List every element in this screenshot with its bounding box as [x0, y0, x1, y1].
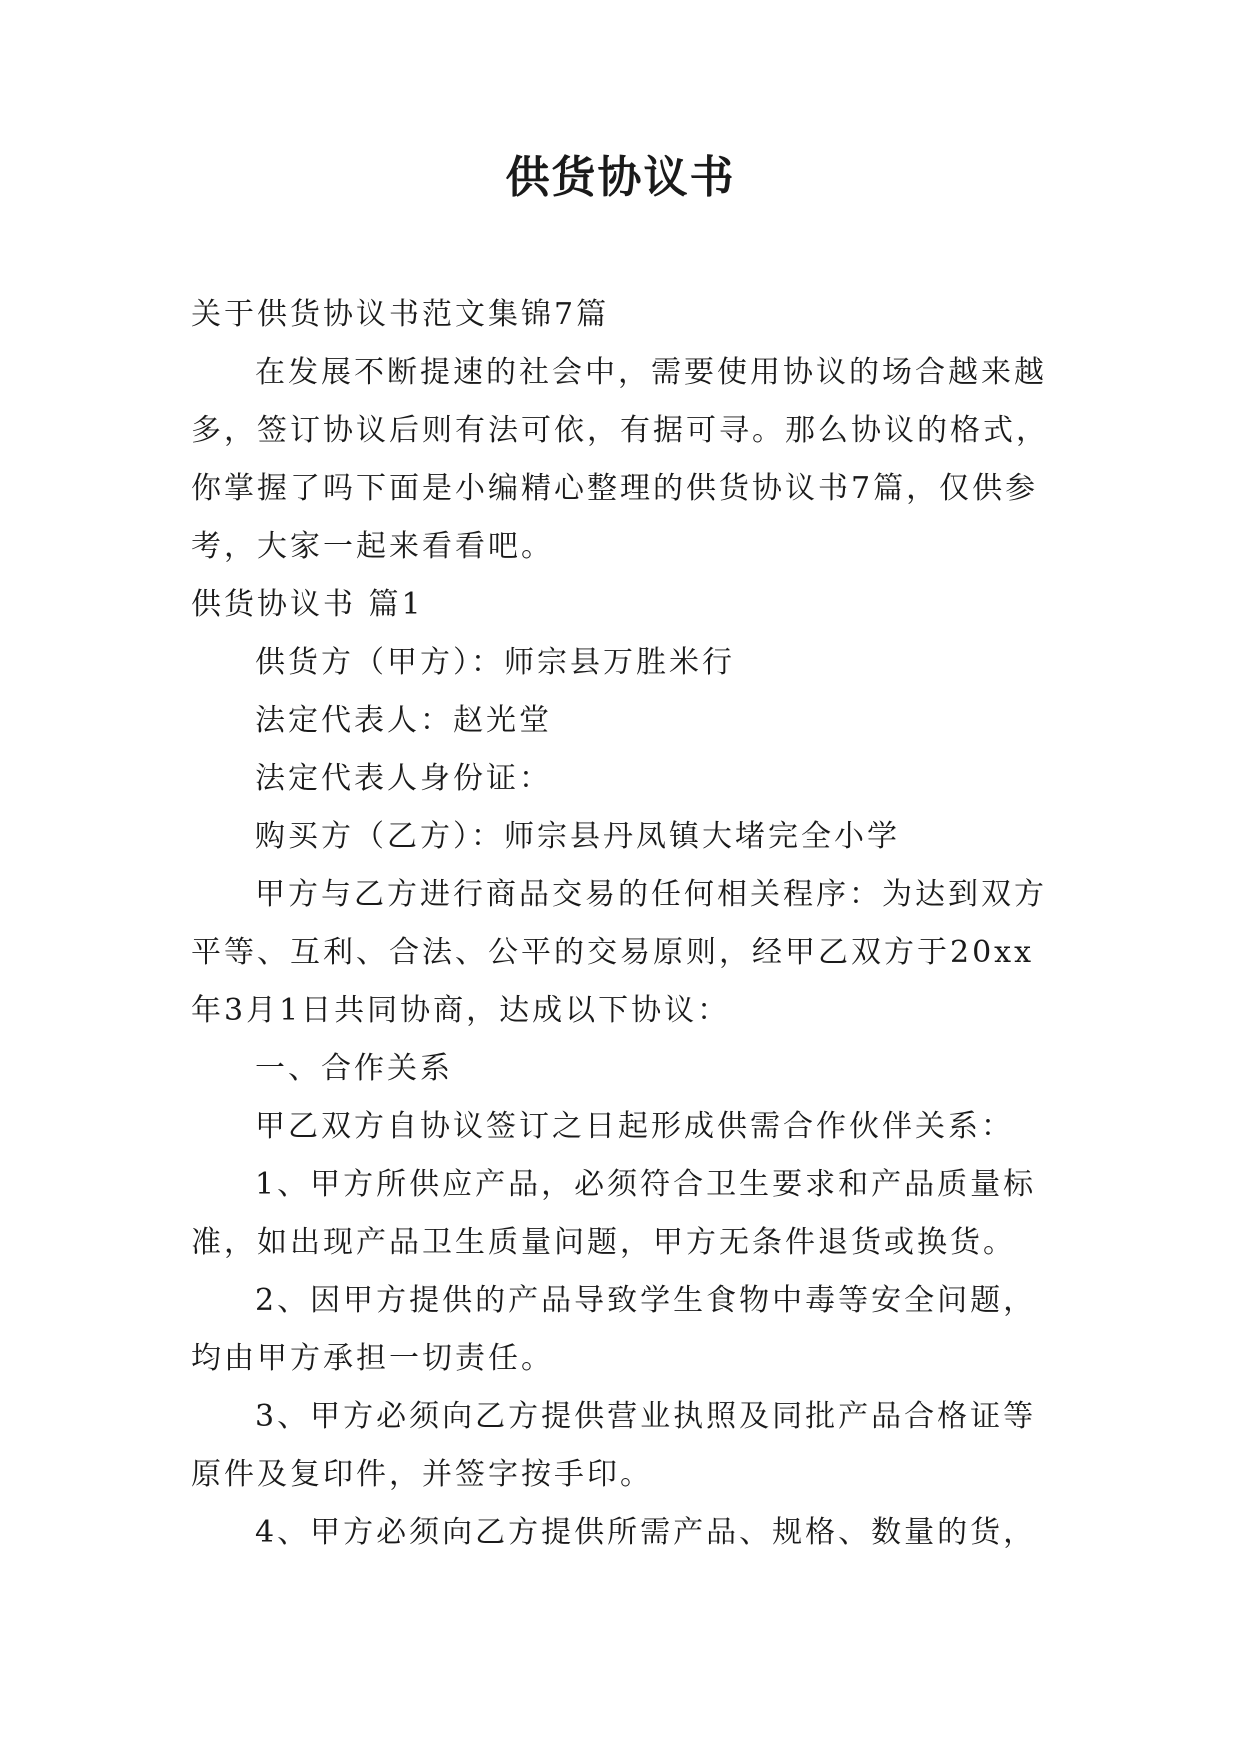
document-body: [191, 286, 1051, 1562]
text-line: 准，如出现产品卫生质量问题，甲方无条件退货或换货。: [191, 1225, 1016, 1260]
text-line: 法定代表人：赵光堂: [255, 703, 552, 738]
text-line: 均由甲方承担一切责任。: [191, 1341, 554, 1376]
page-title: 供货协议书: [505, 152, 736, 203]
text-line: 4、甲方必须向乙方提供所需产品、规格、数量的货，: [255, 1515, 1037, 1550]
text-line: 年3月1日共同协商，达成以下协议：: [191, 993, 731, 1028]
text-line: 2、因甲方提供的产品导致学生食物中毒等安全问题，: [255, 1283, 1037, 1318]
text-line: 1、甲方所供应产品，必须符合卫生要求和产品质量标: [255, 1167, 1037, 1202]
text-line: 供货协议书 篇1: [191, 587, 424, 622]
text-line: 一、合作关系: [255, 1051, 453, 1086]
text-line: 多，签订协议后则有法可依，有据可寻。那么协议的格式，: [191, 413, 1049, 448]
text-line: 3、甲方必须向乙方提供营业执照及同批产品合格证等: [255, 1399, 1037, 1434]
text-line: 在发展不断提速的社会中，需要使用协议的场合越来越: [255, 355, 1047, 390]
text-line: 供货方（甲方）：师宗县万胜米行: [255, 645, 735, 680]
text-line: 原件及复印件，并签字按手印。: [191, 1457, 653, 1492]
text-line: 甲乙双方自协议签订之日起形成供需合作伙伴关系：: [255, 1109, 1014, 1144]
text-line: 法定代表人身份证：: [255, 761, 552, 796]
text-line: 甲方与乙方进行商品交易的任何相关程序：为达到双方: [255, 877, 1047, 912]
text-line: 考，大家一起来看看吧。: [191, 529, 554, 564]
text-line: 关于供货协议书范文集锦7篇: [191, 297, 610, 332]
text-line: 平等、互利、合法、公平的交易原则，经甲乙双方于20xx: [191, 935, 1035, 970]
text-line: 购买方（乙方）：师宗县丹凤镇大堵完全小学: [255, 819, 900, 854]
text-line: 你掌握了吗下面是小编精心整理的供货协议书7篇，仅供参: [191, 471, 1039, 506]
